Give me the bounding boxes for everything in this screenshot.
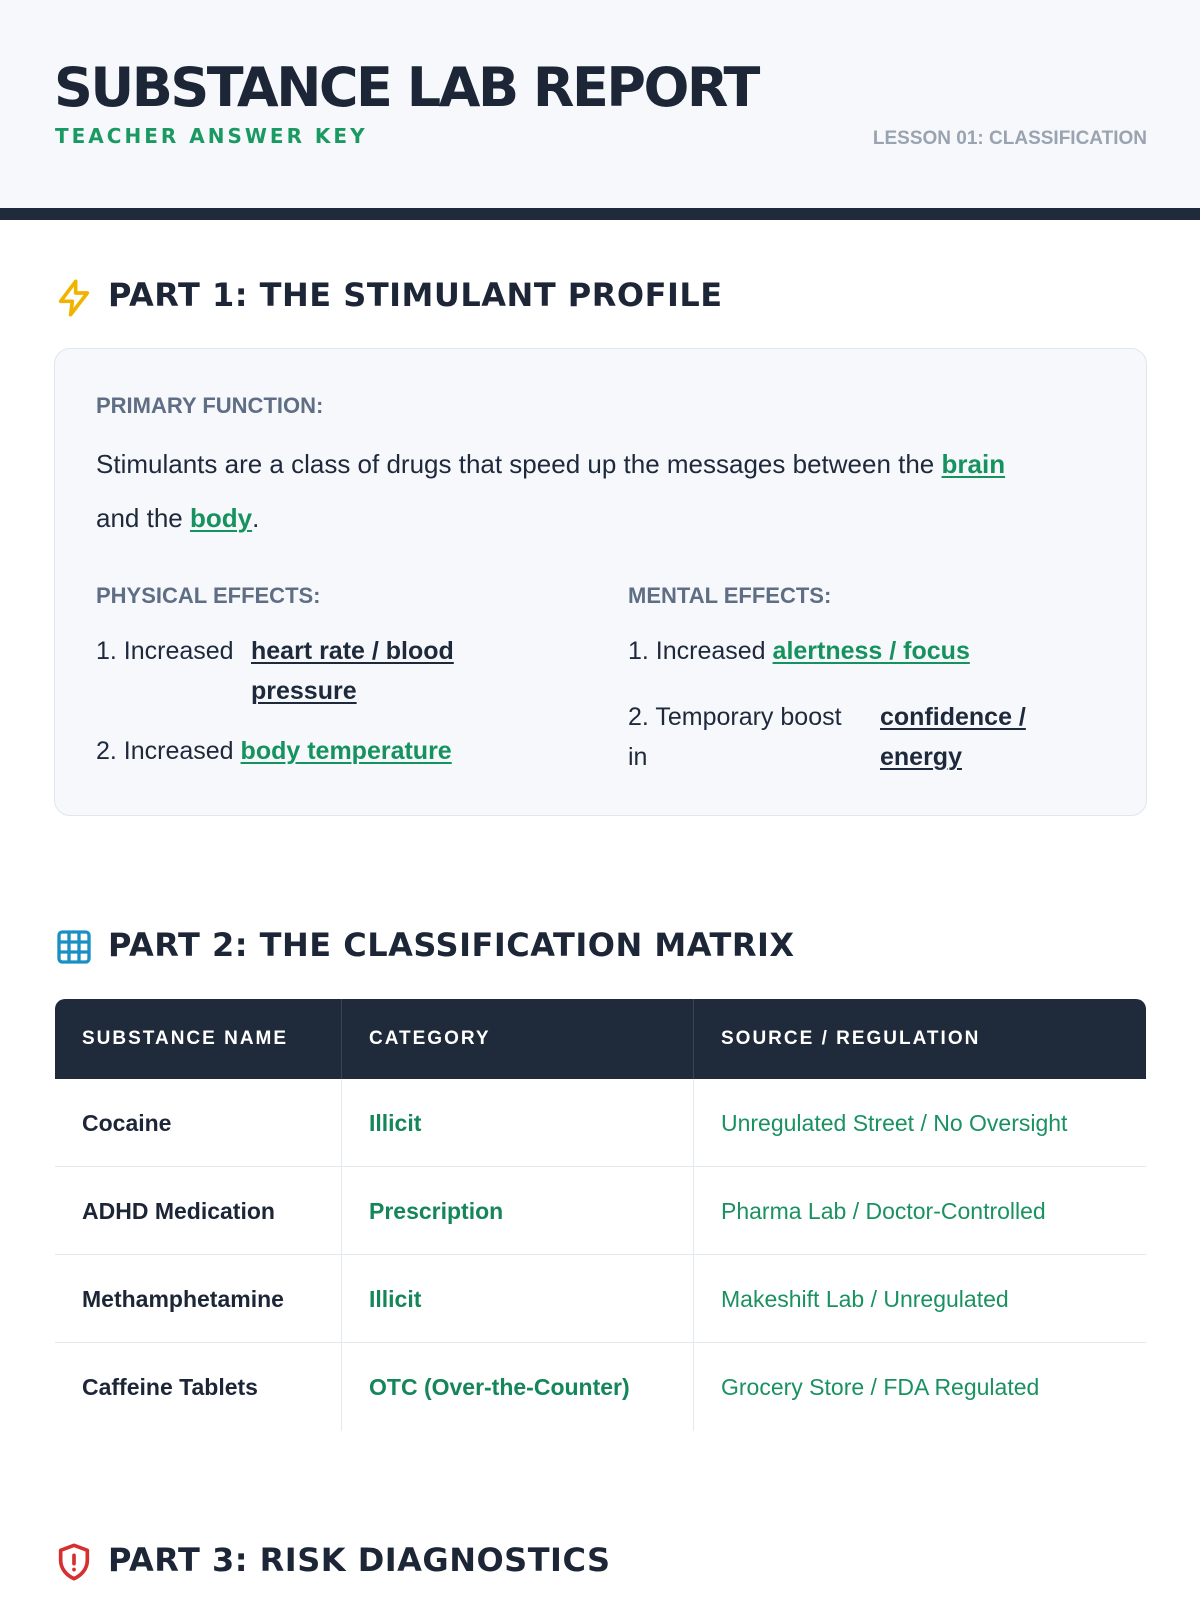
column-header-category: CATEGORY (369, 1028, 491, 1049)
classification-table (55, 999, 1146, 1431)
physical-effect-1-answer: heart rate / blood pressure (251, 637, 454, 705)
report-header (0, 0, 1200, 208)
table-row (55, 1167, 1146, 1255)
physical-effect-2-prefix: 2. Increased (96, 737, 234, 765)
cell-source: Pharma Lab / Doctor-Controlled (721, 1198, 1046, 1224)
table-row (55, 1255, 1146, 1343)
mental-effects-label: MENTAL EFFECTS: (628, 583, 832, 608)
cell-substance: Caffeine Tablets (82, 1374, 258, 1400)
cell-divider (693, 1255, 694, 1343)
header-divider-2 (693, 999, 694, 1079)
primary-function-line-1 (96, 437, 1005, 491)
stimulant-profile-card (54, 348, 1147, 816)
cell-substance: ADHD Medication (82, 1198, 275, 1224)
cell-divider (341, 1343, 342, 1431)
mental-effect-1-prefix: 1. Increased (628, 637, 766, 665)
mental-effect-2-prefix: 2. Temporary boost in (628, 703, 842, 771)
lesson-label: LESSON 01: CLASSIFICATION (872, 128, 1147, 149)
primary-text-c: . (252, 503, 260, 533)
answer-brain: brain (941, 449, 1006, 479)
cell-divider (341, 1079, 342, 1167)
table-header (55, 999, 1146, 1079)
cell-source: Unregulated Street / No Oversight (721, 1110, 1068, 1136)
cell-category: Illicit (369, 1110, 422, 1136)
cell-source: Makeshift Lab / Unregulated (721, 1286, 1009, 1312)
primary-text-a: Stimulants are a class of drugs that speed up the messages between the (96, 449, 935, 479)
cell-divider (693, 1079, 694, 1167)
physical-effect-2 (96, 731, 452, 771)
column-header-source: SOURCE / REGULATION (721, 1028, 981, 1049)
answer-body: body (189, 503, 253, 533)
physical-effect-2-answer: body temperature (240, 737, 452, 765)
physical-effects-label: PHYSICAL EFFECTS: (96, 583, 321, 608)
cell-category: Prescription (369, 1198, 504, 1224)
page-subtitle: TEACHER ANSWER KEY (55, 124, 368, 148)
primary-text-b: and the (96, 503, 183, 533)
cell-divider (693, 1167, 694, 1255)
part2-title: PART 2: THE CLASSIFICATION MATRIX (108, 926, 795, 964)
cell-substance: Methamphetamine (82, 1286, 284, 1312)
part3-title: PART 3: RISK DIAGNOSTICS (108, 1541, 611, 1579)
header-divider (0, 208, 1200, 220)
cell-category: OTC (Over-the-Counter) (369, 1374, 630, 1400)
cell-substance: Cocaine (82, 1110, 172, 1136)
lightning-icon (54, 278, 94, 318)
column-header-substance: SUBSTANCE NAME (82, 1028, 289, 1049)
grid-icon (54, 927, 94, 967)
cell-divider (341, 1255, 342, 1343)
mental-effect-1-answer: alertness / focus (772, 637, 970, 665)
primary-function-label: PRIMARY FUNCTION: (96, 393, 324, 418)
table-row (55, 1343, 1146, 1431)
cell-divider (693, 1343, 694, 1431)
table-row (55, 1079, 1146, 1167)
shield-alert-icon (54, 1542, 94, 1582)
page-title: SUBSTANCE LAB REPORT (54, 56, 758, 119)
mental-effect-1 (628, 631, 970, 671)
primary-function-line-2 (96, 491, 259, 545)
cell-category: Illicit (369, 1286, 422, 1312)
part1-title: PART 1: THE STIMULANT PROFILE (108, 276, 723, 314)
cell-source: Grocery Store / FDA Regulated (721, 1374, 1040, 1400)
header-divider-1 (341, 999, 342, 1079)
cell-divider (341, 1167, 342, 1255)
physical-effect-1-prefix: 1. Increased (96, 637, 234, 665)
mental-effect-2-answer: confidence / energy (880, 703, 1026, 771)
